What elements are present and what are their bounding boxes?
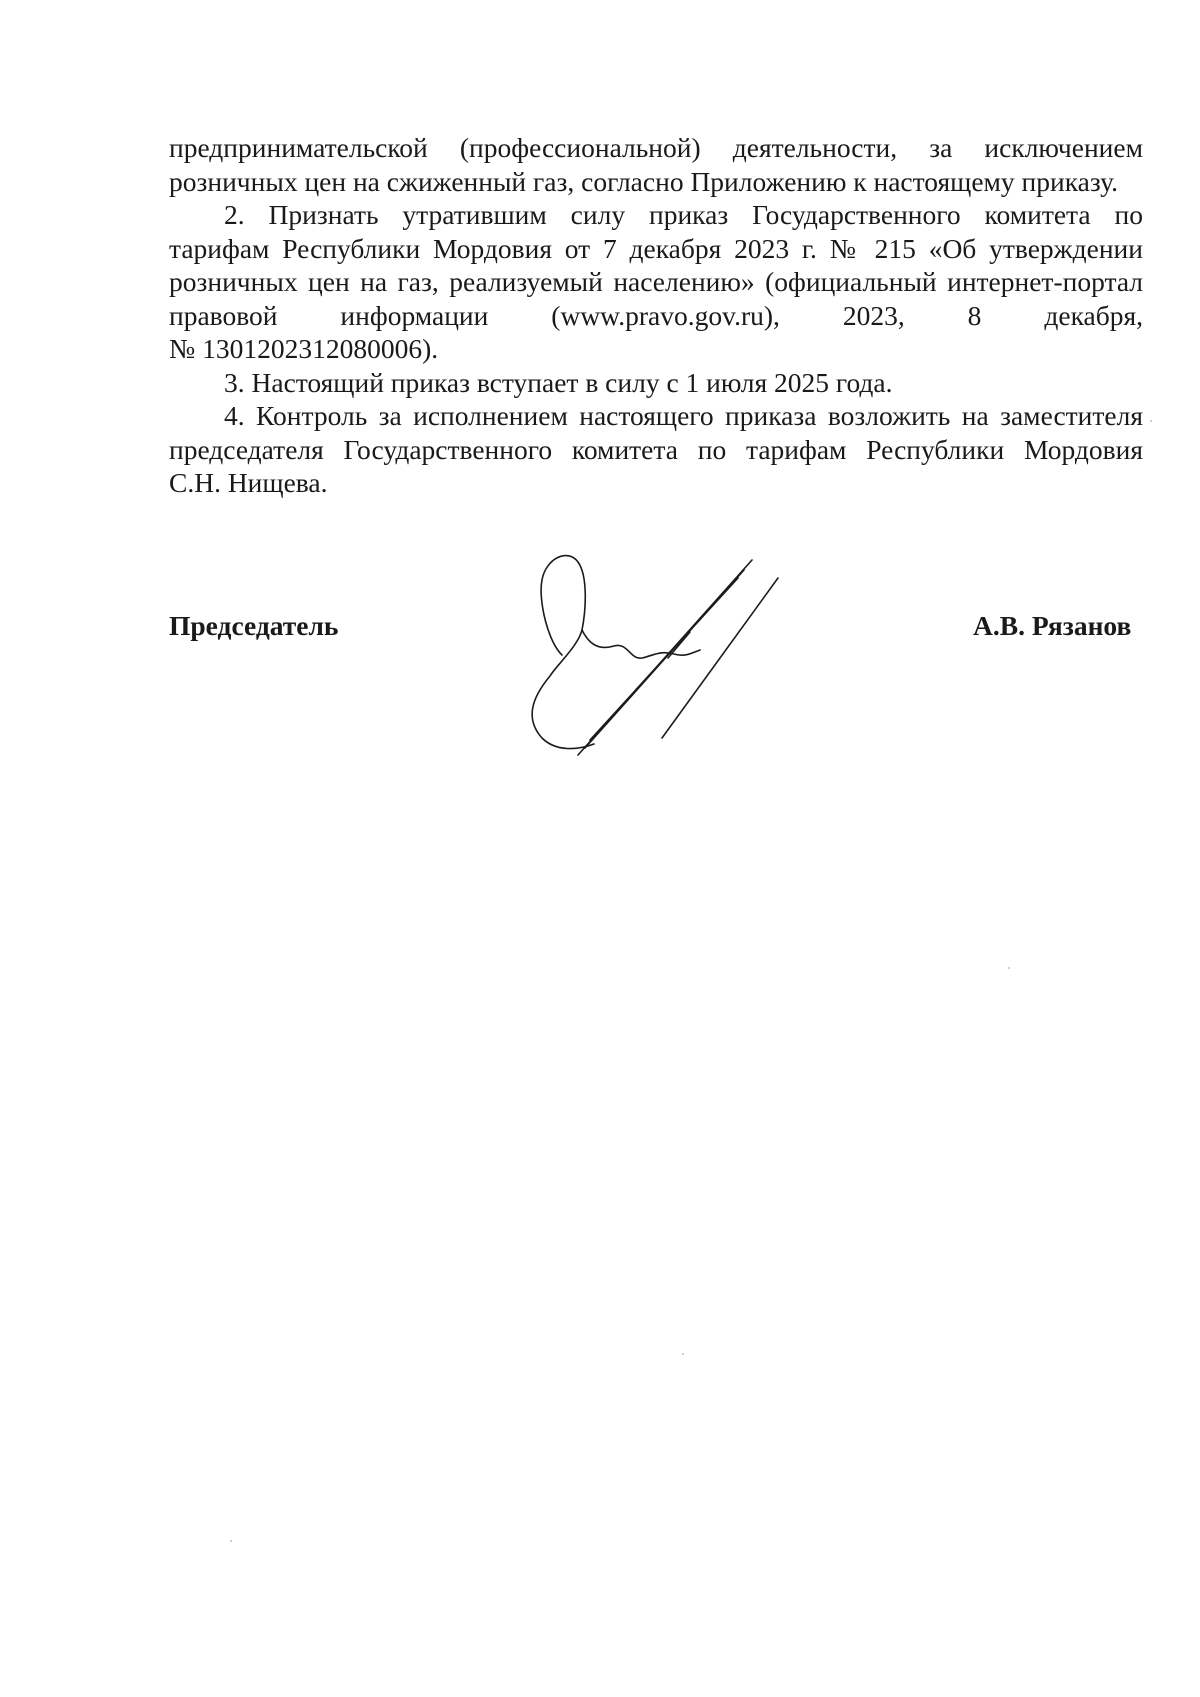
text-line: С.Н. Нищева. <box>169 467 328 498</box>
document-body <box>169 131 1143 500</box>
text-line: 2. Признать утратившим силу приказ Государственного комитета по <box>224 199 1143 230</box>
text-line: предпринимательской (профессиональной) деятельности, за исключением <box>169 132 1143 163</box>
text-line: правовой информации (www.pravo.gov.ru), 2023, 8 декабря, <box>169 299 1143 331</box>
text-line: розничных цен на газ, реализуемый населению» (официальный интернет-портал <box>169 266 1143 297</box>
scan-speck <box>1008 967 1010 969</box>
scan-speck <box>682 1353 684 1355</box>
paragraph-3 <box>169 366 1143 400</box>
text-line: председателя Государственного комитета по тарифам Республики Мордовия <box>169 433 1143 465</box>
signer-name: А.В. Рязанов <box>973 610 1132 641</box>
signatory-position: Председатель <box>169 610 339 641</box>
text-line: тарифам Республики Мордовия от 7 декабря 2023 г. № 215 «Об утверждении <box>169 232 1143 264</box>
scan-speck <box>1150 420 1152 422</box>
paragraph-2 <box>169 198 1143 366</box>
scan-speck <box>230 1540 232 1542</box>
text-line: 3. Настоящий приказ вступает в силу с 1 июля 2025 года. <box>224 366 893 398</box>
paragraph-4 <box>169 399 1143 500</box>
paragraph-continuation <box>169 131 1143 198</box>
text-line: розничных цен на сжиженный газ, согласно Приложению к настоящему приказу. <box>169 165 1119 197</box>
text-line: № 1301202312080006). <box>169 333 439 364</box>
handwritten-signature <box>490 550 790 760</box>
text-line: 4. Контроль за исполнением настоящего приказа возложить на заместителя <box>224 400 1143 431</box>
